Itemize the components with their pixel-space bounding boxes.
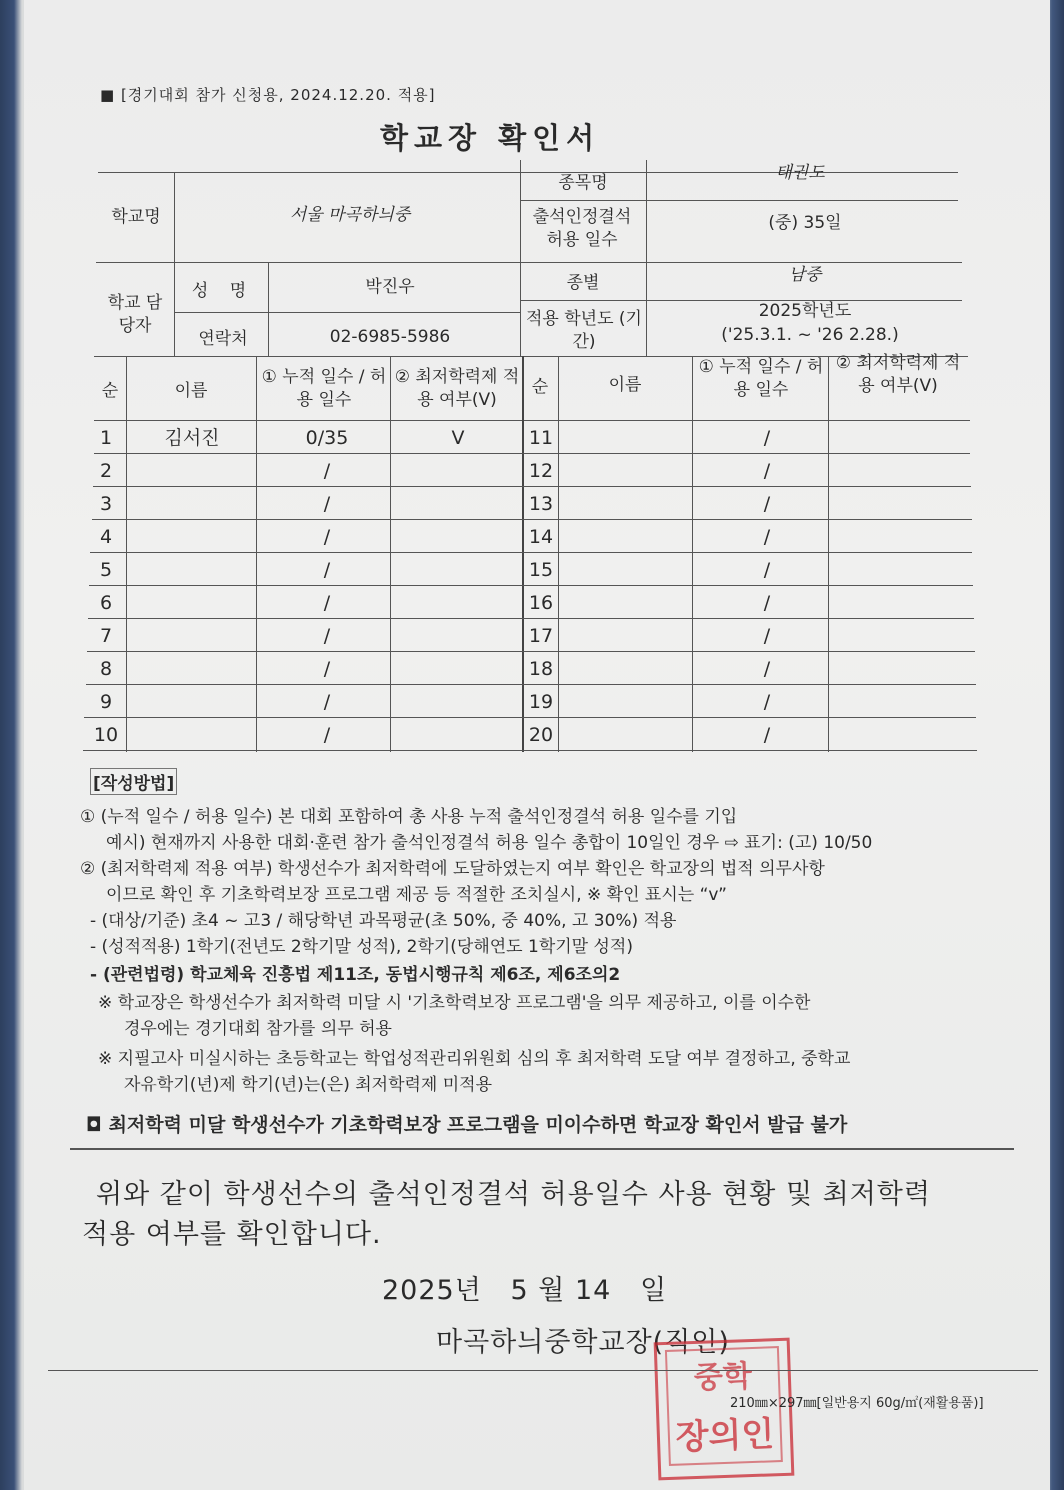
row-number: 18 xyxy=(528,658,554,680)
days-used: / xyxy=(763,625,771,647)
allowed-days-label: 출석인정결석 허용 일수 xyxy=(532,207,632,250)
svg-text:장의인: 장의인 xyxy=(675,1414,775,1458)
footer-rule xyxy=(48,1370,1038,1371)
col-days-right: ① 누적 일수 / 허용 일수 xyxy=(698,357,824,400)
col-no-right: 순 xyxy=(531,377,549,397)
instruction-line: - (관련법령) 학교체육 진흥법 제11조, 동법시행규칙 제6조, 제6조의2 xyxy=(90,965,621,985)
table-row-rule xyxy=(94,453,970,454)
days-used: / xyxy=(763,691,771,713)
header-note: ■ [경기대회 참가 신청용, 2024.12.20. 적용] xyxy=(100,86,436,104)
row-number: 19 xyxy=(528,691,554,713)
signer: 마곡하늬중학교장(직인) xyxy=(436,1327,730,1358)
document-title: 학교장 확인서 xyxy=(380,121,601,155)
manager-label: 학교 담당자 xyxy=(107,293,163,336)
row-number: 17 xyxy=(528,625,554,647)
allowed-days-value: (중) 35일 xyxy=(768,213,842,233)
instruction-line: ② (최저학력제 적용 여부) 학생선수가 최저학력에 도달하였는지 여부 확인은 학교장의 법적 의무사항 xyxy=(80,859,825,879)
table-row-rule xyxy=(92,519,972,520)
days-used: / xyxy=(323,658,331,680)
table-row-rule xyxy=(93,486,971,487)
student-name: 김서진 xyxy=(164,427,220,449)
instruction-line: ※ 지필고사 미실시하는 초등학교는 학업성적관리위원회 심의 후 최저학력 도달 여부 결정하고, 중학교 xyxy=(98,1049,851,1069)
year-period: ('25.3.1. ~ '26 2.28.) xyxy=(721,325,899,345)
name-value: 박진우 xyxy=(365,277,415,297)
row-number: 5 xyxy=(99,559,113,581)
table-row-rule xyxy=(90,552,972,553)
days-used: / xyxy=(763,526,771,548)
row-number: 15 xyxy=(528,559,554,581)
confirmation-line-1: 위와 같이 학생선수의 출석인정결석 허용일수 사용 현황 및 최저학력 xyxy=(96,1179,931,1210)
days-used: / xyxy=(763,460,771,482)
vline xyxy=(268,262,269,356)
table-row-rule xyxy=(86,684,976,685)
min-academic-check: V xyxy=(451,427,465,449)
table-row-rule xyxy=(89,585,973,586)
instruction-line: ① (누적 일수 / 허용 일수) 본 대회 포함하여 총 사용 누적 출석인정결석 허용 일수를 기입 xyxy=(80,807,738,827)
days-used: / xyxy=(763,559,771,581)
row-number: 16 xyxy=(528,592,554,614)
days-used: / xyxy=(323,526,331,548)
days-used: / xyxy=(763,724,771,746)
table-row-rule xyxy=(88,618,974,619)
row-number: 7 xyxy=(99,625,113,647)
days-used: / xyxy=(323,592,331,614)
instruction-line: - (성적적용) 1학기(전년도 2학기말 성적), 2학기(당해연도 1학기말 성적) xyxy=(90,937,633,957)
row-number: 14 xyxy=(528,526,554,548)
contact-value: 02-6985-5986 xyxy=(329,327,451,347)
days-used: / xyxy=(763,592,771,614)
row-number: 8 xyxy=(99,658,113,680)
vline xyxy=(692,356,693,752)
vline xyxy=(256,356,257,752)
confirmation-line-2: 적용 여부를 확인합니다. xyxy=(82,1219,382,1250)
row-number: 10 xyxy=(93,724,119,746)
category-value: 남중 xyxy=(788,265,822,285)
school-name-value: 서울 마곡하늬중 xyxy=(289,205,411,225)
table-row-rule xyxy=(84,717,976,718)
rule xyxy=(96,262,962,263)
confirmation-date: 2025년 5 월 14 일 xyxy=(382,1275,668,1306)
days-used: / xyxy=(763,493,771,515)
vline xyxy=(126,356,127,752)
instruction-warning: ◘ 최저학력 미달 학생선수가 기초학력보장 프로그램을 미이수하면 학교장 확인서 발급 불가 xyxy=(86,1114,848,1136)
row-number: 12 xyxy=(528,460,554,482)
school-name-label: 학교명 xyxy=(111,207,161,227)
days-used: / xyxy=(323,724,331,746)
table-header-rule xyxy=(94,420,970,421)
rule xyxy=(520,200,958,201)
instruction-line: 자유학기(년)제 학기(년)는(은) 최저학력제 미적용 xyxy=(124,1075,493,1095)
year-value: 2025학년도 xyxy=(758,301,852,321)
row-number: 6 xyxy=(99,592,113,614)
instruction-line: - (대상/기준) 초4 ~ 고3 / 해당학년 과목평균(초 50%, 중 40%, 고 30%) 적용 xyxy=(90,911,677,931)
table-row-rule xyxy=(87,651,975,652)
row-number: 2 xyxy=(99,460,113,482)
col-min-left: ② 최저학력제 적용 여부(V) xyxy=(394,367,520,410)
days-used: / xyxy=(763,427,771,449)
row-number: 11 xyxy=(528,427,554,449)
table-row-rule xyxy=(83,750,977,751)
instruction-line: ※ 학교장은 학생선수가 최저학력 미달 시 '기초학력보장 프로그램'을 의무 제공하고, 이를 이수한 xyxy=(98,993,811,1013)
event-value: 태권도 xyxy=(775,163,825,183)
row-number: 1 xyxy=(99,427,113,449)
col-days-left: ① 누적 일수 / 허용 일수 xyxy=(261,367,387,410)
rule xyxy=(174,312,520,313)
vline xyxy=(174,172,175,356)
contact-label: 연락처 xyxy=(198,329,248,349)
instructions-heading: [작성방법] xyxy=(90,768,177,795)
days-used: / xyxy=(323,559,331,581)
days-used: / xyxy=(763,658,771,680)
event-label: 종목명 xyxy=(558,173,608,193)
name-label: 성 명 xyxy=(191,281,255,301)
col-name-right: 이름 xyxy=(608,375,642,395)
col-min-right: ② 최저학력제 적용 여부(V) xyxy=(835,353,961,396)
instruction-line: 예시) 현재까지 사용한 대회·훈련 참가 출석인정결석 허용 일수 총합이 10일인 경우 ⇨ 표기: (고) 10/50 xyxy=(106,833,873,853)
vline xyxy=(646,160,647,356)
section-rule xyxy=(70,1148,1014,1150)
days-used: / xyxy=(323,625,331,647)
svg-text:중학: 중학 xyxy=(693,1359,753,1397)
days-used: / xyxy=(323,460,331,482)
instruction-line: 이므로 확인 후 기초학력보장 프로그램 제공 등 적절한 조치실시, ※ 확인 표시는 “v” xyxy=(106,885,727,905)
row-number: 9 xyxy=(99,691,113,713)
row-number: 13 xyxy=(528,493,554,515)
paper-spec: 210㎜×297㎜[일반용지 60g/㎡(재활용품)] xyxy=(730,1396,984,1411)
col-name-left: 이름 xyxy=(174,381,208,401)
days-used: / xyxy=(323,691,331,713)
col-no-left: 순 xyxy=(101,381,119,401)
year-label: 적용 학년도 (기간) xyxy=(526,309,642,352)
days-used: / xyxy=(323,493,331,515)
days-used: 0/35 xyxy=(305,427,349,449)
row-number: 20 xyxy=(528,724,554,746)
instruction-line: 경우에는 경기대회 참가를 의무 허용 xyxy=(124,1019,392,1039)
category-label: 종별 xyxy=(566,273,600,293)
row-number: 3 xyxy=(99,493,113,515)
row-number: 4 xyxy=(99,526,113,548)
